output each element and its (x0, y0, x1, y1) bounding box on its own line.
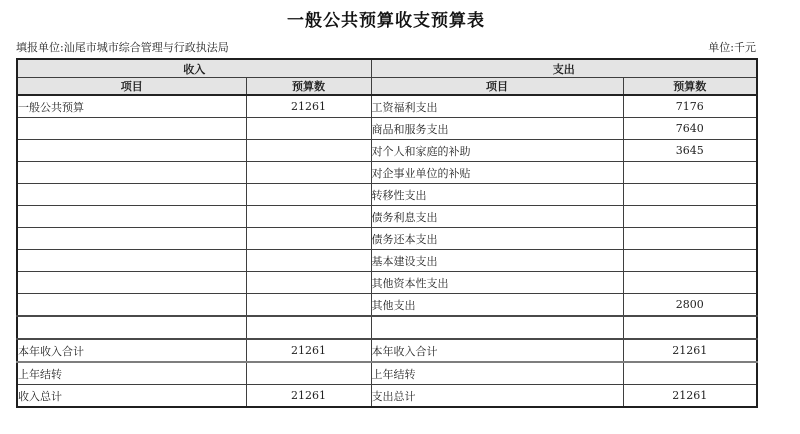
income-item-cell: 收入总计 (17, 385, 246, 408)
expenditure-budget-cell (623, 162, 757, 184)
income-item-cell: 一般公共预算 (17, 95, 246, 118)
income-item-cell (17, 250, 246, 272)
table-row (17, 316, 757, 339)
income-item-cell (17, 228, 246, 250)
expenditure-budget-cell (623, 228, 757, 250)
expenditure-section-header: 支出 (371, 59, 757, 78)
table-row (17, 206, 757, 228)
expenditure-item-cell: 商品和服务支出 (371, 118, 623, 140)
meta-row (16, 41, 756, 55)
unit-note-text: 单位:千元 (708, 41, 756, 54)
income-item-cell (17, 272, 246, 294)
expenditure-item-cell: 对个人和家庭的补助 (371, 140, 623, 162)
income-item-cell (17, 316, 246, 339)
table-row (17, 339, 757, 362)
expenditure-item-cell: 对企事业单位的补贴 (371, 162, 623, 184)
expenditure-budget-cell: 21261 (623, 385, 757, 408)
income-budget-cell (246, 250, 371, 272)
income-budget-cell: 21261 (246, 95, 371, 118)
income-budget-cell (246, 140, 371, 162)
income-item-cell (17, 206, 246, 228)
expenditure-item-cell: 支出总计 (371, 385, 623, 408)
expenditure-budget-cell (623, 250, 757, 272)
income-budget-cell: 21261 (246, 385, 371, 408)
expenditure-item-cell (371, 316, 623, 339)
income-budget-cell (246, 118, 371, 140)
section-header-row (17, 59, 757, 78)
income-item-cell (17, 118, 246, 140)
income-item-cell (17, 140, 246, 162)
reporting-unit-text: 填报单位:汕尾市城市综合管理与行政执法局 (16, 41, 229, 54)
expenditure-item-cell: 债务利息支出 (371, 206, 623, 228)
page-title: 一般公共预算收支预算表 (287, 11, 485, 31)
table-row (17, 118, 757, 140)
expenditure-budget-cell (623, 206, 757, 228)
column-header-row (17, 78, 757, 96)
income-budget-cell (246, 362, 371, 385)
income-section-header: 收入 (17, 59, 371, 78)
expenditure-item-cell: 其他资本性支出 (371, 272, 623, 294)
income-budget-cell (246, 294, 371, 317)
expenditure-item-cell: 转移性支出 (371, 184, 623, 206)
budget-table (16, 58, 758, 408)
expenditure-budget-cell: 7176 (623, 95, 757, 118)
table-row (17, 162, 757, 184)
expenditure-budget-cell: 21261 (623, 339, 757, 362)
income-budget-cell (246, 162, 371, 184)
table-row (17, 140, 757, 162)
table-row (17, 228, 757, 250)
expenditure-budget-cell (623, 316, 757, 339)
income-item-cell (17, 294, 246, 317)
table-row (17, 250, 757, 272)
budget-table-body (17, 95, 757, 407)
table-row (17, 184, 757, 206)
expenditure-budget-cell (623, 272, 757, 294)
income-item-column-header: 项目 (17, 78, 246, 96)
income-item-cell (17, 162, 246, 184)
income-budget-cell (246, 316, 371, 339)
expenditure-budget-cell: 3645 (623, 140, 757, 162)
income-item-cell (17, 184, 246, 206)
expenditure-item-cell: 其他支出 (371, 294, 623, 317)
expenditure-budget-cell (623, 184, 757, 206)
expenditure-budget-cell (623, 362, 757, 385)
table-row (17, 385, 757, 408)
expenditure-budget-column-header: 预算数 (623, 78, 757, 96)
income-budget-cell (246, 206, 371, 228)
expenditure-item-cell: 本年收入合计 (371, 339, 623, 362)
expenditure-item-cell: 债务还本支出 (371, 228, 623, 250)
income-budget-cell (246, 228, 371, 250)
expenditure-budget-cell: 2800 (623, 294, 757, 317)
expenditure-item-cell: 上年结转 (371, 362, 623, 385)
income-budget-cell (246, 272, 371, 294)
expenditure-item-cell: 基本建设支出 (371, 250, 623, 272)
table-row (17, 272, 757, 294)
income-budget-column-header: 预算数 (246, 78, 371, 96)
table-row (17, 362, 757, 385)
income-item-cell: 上年结转 (17, 362, 246, 385)
income-item-cell: 本年收入合计 (17, 339, 246, 362)
table-row (17, 95, 757, 118)
expenditure-item-cell: 工资福利支出 (371, 95, 623, 118)
income-budget-cell (246, 184, 371, 206)
expenditure-budget-cell: 7640 (623, 118, 757, 140)
income-budget-cell: 21261 (246, 339, 371, 362)
expenditure-item-column-header: 项目 (371, 78, 623, 96)
table-row (17, 294, 757, 317)
